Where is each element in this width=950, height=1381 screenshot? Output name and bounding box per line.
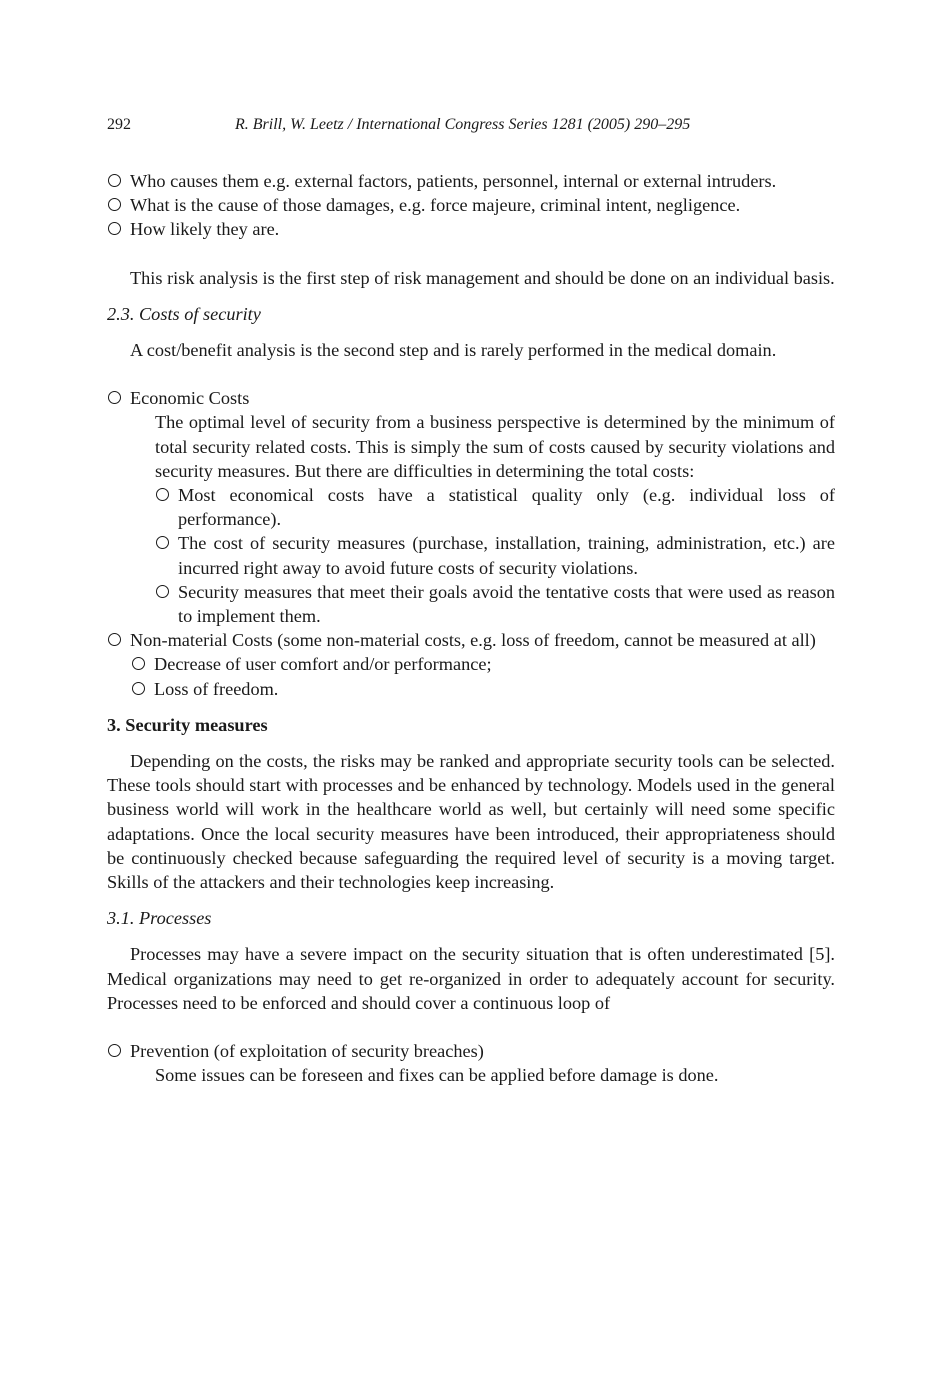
list-item: Decrease of user comfort and/or performance;	[131, 652, 835, 676]
bullet-circle-icon	[108, 222, 121, 235]
bullet-circle-icon	[108, 391, 121, 404]
nonmaterial-costs-item: Non-material Costs (some non-material costs, e.g. loss of freedom, cannot be measured at all)	[107, 628, 835, 652]
processes-paragraph: Processes may have a severe impact on the security situation that is often underestimated [5]. Medical organizations may need to get re-organized in order to adequately account for security. Processes need to be enforced and should cover a continuous loop of	[107, 944, 835, 1013]
subsection-heading-costs: 2.3. Costs of security	[107, 303, 261, 324]
bullet-circle-icon	[156, 536, 169, 549]
bullet-circle-icon	[108, 633, 121, 646]
list-item: What is the cause of those damages, e.g. force majeure, criminal intent, negligence.	[107, 193, 835, 217]
bullet-circle-icon	[108, 174, 121, 187]
economic-costs-description: The optimal level of security from a business perspective is determined by the minimum of total security related costs. This is simply the sum of costs caused by security violations and security measures. But there are difficulties in determining the total costs:	[155, 412, 835, 481]
subsection-heading-processes: 3.1. Processes	[107, 908, 212, 929]
bullet-circle-icon	[156, 488, 169, 501]
list-item: The cost of security measures (purchase, installation, training, administration, etc.) are incurred right away to avoid future costs of security violations.	[155, 531, 835, 579]
risk-question-list	[107, 169, 835, 242]
nonmaterial-costs-list	[107, 652, 835, 700]
security-measures-paragraph: Depending on the costs, the risks may be ranked and appropriate security tools can be selected. These tools should start with processes and be enhanced by technology. Models used in the general business world will work in the healthcare world as well, but certainly will need some specific adaptations. Once the local security measures have been introduced, their appropriateness should be continuously checked because safeguarding the required level of security is a moving target. Skills of the attackers and their technologies keep increasing.	[107, 751, 835, 893]
list-item: Most economical costs have a statistical quality only (e.g. individual loss of performance).	[155, 483, 835, 531]
bullet-circle-icon	[132, 657, 145, 670]
prevention-item: Prevention (of exploitation of security breaches)	[107, 1039, 835, 1063]
section-heading-security-measures: 3. Security measures	[107, 714, 268, 735]
page-header	[107, 113, 835, 139]
bullet-circle-icon	[108, 1044, 121, 1057]
list-item: How likely they are.	[107, 217, 835, 241]
page-number: 292	[107, 116, 131, 133]
list-item: Who causes them e.g. external factors, patients, personnel, internal or external intruders.	[107, 169, 835, 193]
prevention-description: Some issues can be foreseen and fixes can be applied before damage is done.	[155, 1065, 719, 1086]
running-title: R. Brill, W. Leetz / International Congress Series 1281 (2005) 290–295	[235, 116, 691, 133]
list-item: Security measures that meet their goals avoid the tentative costs that were used as reason to implement them.	[155, 580, 835, 628]
bullet-circle-icon	[108, 198, 121, 211]
risk-paragraph: This risk analysis is the first step of risk management and should be done on an individual basis.	[130, 267, 835, 288]
bullet-circle-icon	[132, 682, 145, 695]
costs-intro: A cost/benefit analysis is the second step and is rarely performed in the medical domain.	[130, 340, 777, 361]
economic-costs-item: Economic Costs	[107, 386, 835, 410]
economic-costs-list	[107, 483, 835, 628]
bullet-circle-icon	[156, 585, 169, 598]
list-item: Loss of freedom.	[131, 677, 835, 701]
page	[107, 113, 835, 1088]
